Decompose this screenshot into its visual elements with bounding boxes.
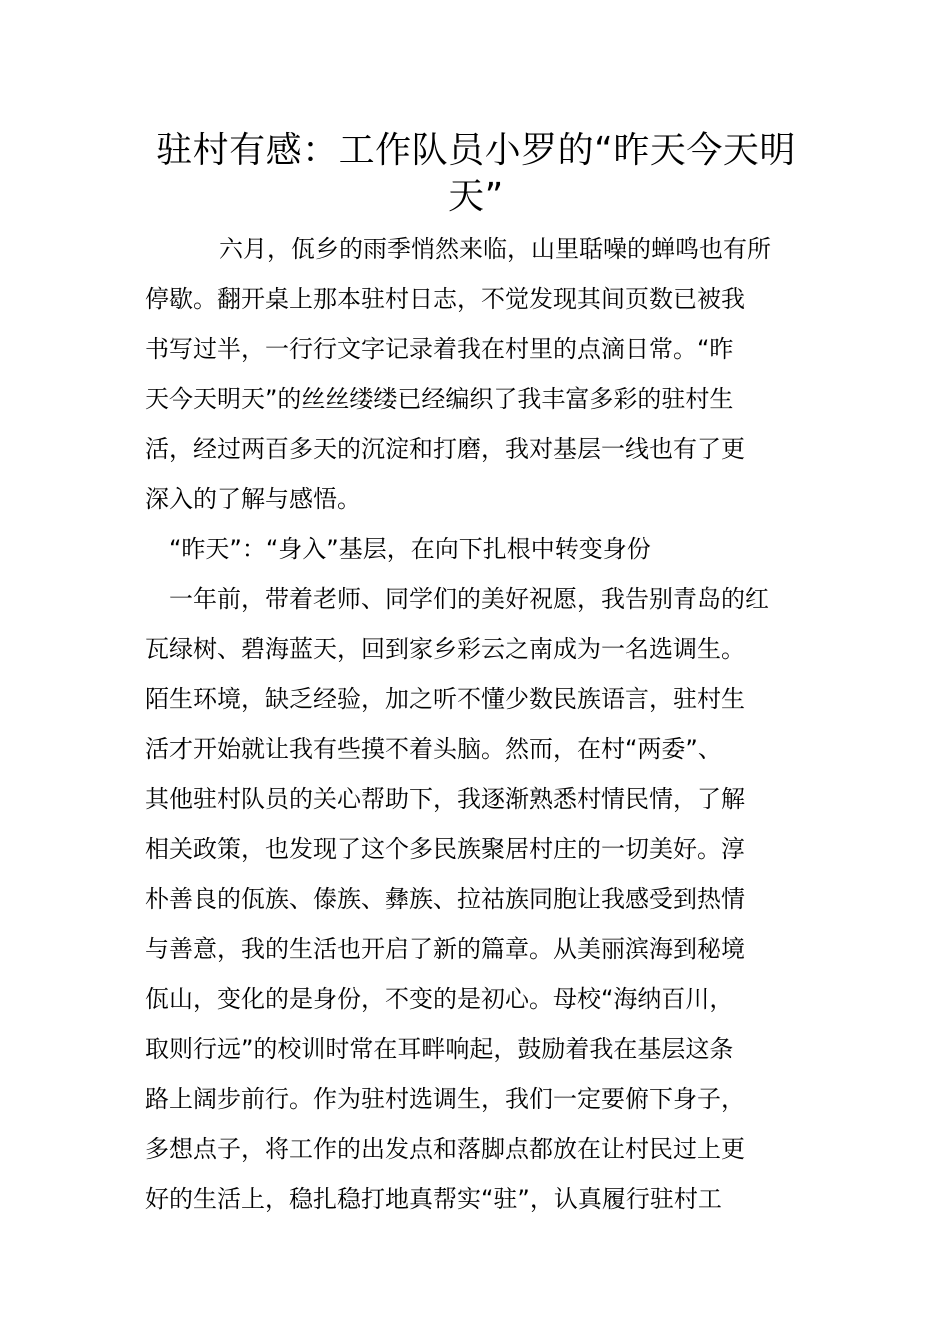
paragraph-line: 一年前，带着老师、同学们的美好祝愿，我告别青岛的红 (169, 585, 769, 613)
title-line-2: 天” (448, 176, 504, 217)
document-title (145, 128, 807, 220)
paragraph-line: 与善意，我的生活也开启了新的篇章。从美丽滨海到秘境 (145, 935, 745, 963)
paragraph-line: 路上阔步前行。作为驻村选调生，我们一定要俯下身子， (145, 1085, 745, 1113)
paragraph-line: 其他驻村队员的关心帮助下，我逐渐熟悉村情民情，了解 (145, 785, 745, 813)
paragraph-line: 书写过半，一行行文字记录着我在村里的点滴日常。“昨 (145, 335, 734, 363)
paragraph-line: 多想点子，将工作的出发点和落脚点都放在让村民过上更 (145, 1135, 745, 1163)
paragraph-line: 取则行远”的校训时常在耳畔响起，鼓励着我在基层这条 (145, 1035, 734, 1063)
paragraph-line: 陌生环境，缺乏经验，加之听不懂少数民族语言，驻村生 (145, 685, 745, 713)
document-page (145, 128, 807, 1224)
paragraph-line: 天今天明天”的丝丝缕缕已经编织了我丰富多彩的驻村生 (145, 385, 734, 413)
paragraph-line: 活才开始就让我有些摸不着头脑。然而，在村“两委”、 (145, 735, 722, 763)
paragraph-line: 相关政策，也发现了这个多民族聚居村庄的一切美好。淳 (145, 835, 745, 863)
paragraph-2 (145, 574, 807, 1224)
paragraph-line: 好的生活上，稳扎稳打地真帮实“驻”，认真履行驻村工 (145, 1185, 722, 1213)
paragraph-line: 朴善良的佤族、傣族、彝族、拉祜族同胞让我感受到热情 (145, 885, 745, 913)
paragraph-line: 六月，佤乡的雨季悄然来临，山里聒噪的蝉鸣也有所 (219, 235, 771, 263)
paragraph-line: 活，经过两百多天的沉淀和打磨，我对基层一线也有了更 (145, 435, 745, 463)
section-heading: “昨天”：“身入”基层，在向下扎根中转变身份 (169, 535, 651, 563)
paragraph-line: 佤山，变化的是身份，不变的是初心。母校“海纳百川， (145, 985, 734, 1013)
title-line-1: 驻村有感：工作队员小罗的“昨天今天明 (156, 130, 796, 171)
paragraph-line: 瓦绿树、碧海蓝天，回到家乡彩云之南成为一名选调生。 (145, 635, 745, 663)
paragraph-1 (145, 224, 807, 524)
document-body (145, 224, 807, 1224)
paragraph-line: 停歇。翻开桌上那本驻村日志，不觉发现其间页数已被我 (145, 285, 745, 313)
paragraph-line: 深入的了解与感悟。 (145, 485, 361, 513)
